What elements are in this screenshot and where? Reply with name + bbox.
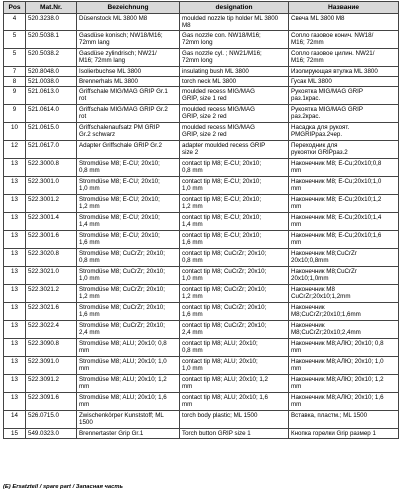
cell-designation: contact tip M8; CuCrZr; 20x10; 0,8 mm xyxy=(180,249,289,267)
table-row xyxy=(4,123,399,141)
table-row xyxy=(4,141,399,159)
table-row xyxy=(4,159,399,177)
cell-bezeichnung: Stromdüse M8; E-CU; 20x10; 1,2 mm xyxy=(77,195,180,213)
cell-pos: 13 xyxy=(4,303,26,321)
cell-bezeichnung: Stromdüse M8; E-CU; 20x10; 0,8 mm xyxy=(77,159,180,177)
cell-designation: contact tip M8; CuCrZr; 20x10; 2,4 mm xyxy=(180,321,289,339)
table-row xyxy=(4,375,399,393)
cell-bezeichnung: Stromdüse M8; CuCrZr; 20x10; 1,6 mm xyxy=(77,303,180,321)
cell-nazvanie: Гусак ML 3800 xyxy=(289,77,399,87)
cell-designation: torch neck ML 3800 xyxy=(180,77,289,87)
cell-pos: 13 xyxy=(4,321,26,339)
cell-nazvanie: Наконечник M8;CuCrZr 20x10;0,8mm xyxy=(289,249,399,267)
cell-matnr: 522.3021.0 xyxy=(26,267,77,285)
cell-bezeichnung: Stromdüse M8; E-CU; 20x10; 1,0 mm xyxy=(77,177,180,195)
cell-nazvanie: Наконечник M8;АЛЮ; 20x10; 1,0 mm xyxy=(289,357,399,375)
cell-matnr: 522.3021.2 xyxy=(26,285,77,303)
cell-pos: 13 xyxy=(4,231,26,249)
header-bezeichnung: Bezeichnung xyxy=(77,2,180,14)
cell-bezeichnung: Stromdüse M8; ALU; 20x10; 1,2 mm xyxy=(77,375,180,393)
cell-designation: contact tip M8; E-CU; 20x10; 1,4 mm xyxy=(180,213,289,231)
cell-bezeichnung: Gasdüse konisch; NW18/M16; 72mm lang xyxy=(77,31,180,49)
cell-pos: 9 xyxy=(4,87,26,105)
cell-bezeichnung: Griffschale MIG/MAG GRIP Gr.2 rot xyxy=(77,105,180,123)
table-row xyxy=(4,77,399,87)
cell-matnr: 522.3020.8 xyxy=(26,249,77,267)
cell-bezeichnung: Brennerhals ML 3800 xyxy=(77,77,180,87)
table-row xyxy=(4,339,399,357)
cell-bezeichnung: Zwischenkörper Kunststoff; ML 1500 xyxy=(77,411,180,429)
cell-pos: 13 xyxy=(4,339,26,357)
cell-pos: 12 xyxy=(4,141,26,159)
cell-designation: contact tip M8; ALU; 20x10; 1,2 mm xyxy=(180,375,289,393)
cell-nazvanie: Сопло газовое цилин. NW21/ M16; 72mm xyxy=(289,49,399,67)
cell-matnr: 522.3001.2 xyxy=(26,195,77,213)
table-row xyxy=(4,285,399,303)
cell-pos: 9 xyxy=(4,105,26,123)
cell-nazvanie: Наконечник M8;CuCrZr;20x10;1,6mm xyxy=(289,303,399,321)
cell-bezeichnung: Gasdüse zylindrisch; NW21/ M16; 72mm lang xyxy=(77,49,180,67)
cell-matnr: 522.3001.0 xyxy=(26,177,77,195)
cell-bezeichnung: Stromdüse M8; E-CU; 20x10; 1,4 mm xyxy=(77,213,180,231)
cell-nazvanie: Переходник для рукоятки GRIPраз.2 xyxy=(289,141,399,159)
cell-matnr: 522.3001.6 xyxy=(26,231,77,249)
cell-pos: 13 xyxy=(4,213,26,231)
cell-nazvanie: Наконечник M8; E-Cu;20x10;1,6 mm xyxy=(289,231,399,249)
cell-matnr: 522.3091.6 xyxy=(26,393,77,411)
header-nazvanie: Название xyxy=(289,2,399,14)
cell-designation: contact tip M8; E-CU; 20x10; 1,0 mm xyxy=(180,177,289,195)
cell-designation: contact tip M8; CuCrZr; 20x10; 1,6 mm xyxy=(180,303,289,321)
cell-nazvanie: Наконечник M8;CuCrZr;20x10;2,4mm xyxy=(289,321,399,339)
cell-designation: insulating bush ML 3800 xyxy=(180,67,289,77)
cell-pos: 14 xyxy=(4,411,26,429)
header-pos: Pos xyxy=(4,2,26,14)
cell-nazvanie: Изолирующая втулка ML 3800 xyxy=(289,67,399,77)
cell-designation: contact tip M8; ALU; 20x10; 0,8 mm xyxy=(180,339,289,357)
table-row xyxy=(4,249,399,267)
cell-matnr: 522.3091.2 xyxy=(26,375,77,393)
cell-designation: contact tip M8; CuCrZr; 20x10; 1,0 mm xyxy=(180,267,289,285)
cell-nazvanie: Наконечник M8; E-Cu;20x10;1,2 mm xyxy=(289,195,399,213)
table-row xyxy=(4,177,399,195)
table-row xyxy=(4,49,399,67)
header-designation: designation xyxy=(180,2,289,14)
table-row xyxy=(4,14,399,31)
cell-designation: contact tip M8; CuCrZr; 20x10; 1,2 mm xyxy=(180,285,289,303)
cell-pos: 7 xyxy=(4,67,26,77)
cell-matnr: 521.0617.0 xyxy=(26,141,77,159)
cell-bezeichnung: Griffschalenaufsatz PM GRIP Gr.2 schwarz xyxy=(77,123,180,141)
cell-nazvanie: Вставка, пластм.; ML 1500 xyxy=(289,411,399,429)
cell-matnr: 521.0614.0 xyxy=(26,105,77,123)
table-row xyxy=(4,87,399,105)
cell-bezeichnung: Stromdüse M8; E-CU; 20x10; 1,6 mm xyxy=(77,231,180,249)
cell-designation: contact tip M8; E-CU; 20x10; 1,2 mm xyxy=(180,195,289,213)
cell-matnr: 520.3238.0 xyxy=(26,14,77,31)
cell-designation: contact tip M8; ALU; 20x10; 1,6 mm xyxy=(180,393,289,411)
cell-bezeichnung: Stromdüse M8; CuCrZr; 20x10; 2,4 mm xyxy=(77,321,180,339)
header-matnr: Mat.Nr. xyxy=(26,2,77,14)
cell-matnr: 522.3091.0 xyxy=(26,357,77,375)
cell-nazvanie: Наконечник M8 CuCrZr;20x10;1,2mm xyxy=(289,285,399,303)
cell-pos: 13 xyxy=(4,177,26,195)
table-row xyxy=(4,195,399,213)
cell-bezeichnung: Stromdüse M8; CuCrZr; 20x10; 0,8 mm xyxy=(77,249,180,267)
cell-pos: 13 xyxy=(4,267,26,285)
cell-designation: moulded nozzle tip holder ML 3800 M8 xyxy=(180,14,289,31)
cell-matnr: 522.3090.8 xyxy=(26,339,77,357)
cell-pos: 13 xyxy=(4,285,26,303)
cell-pos: 15 xyxy=(4,429,26,439)
cell-matnr: 522.3000.8 xyxy=(26,159,77,177)
cell-nazvanie: Рукоятка MIG/MAG GRIP раз.1крас. xyxy=(289,87,399,105)
cell-matnr: 522.3001.4 xyxy=(26,213,77,231)
table-header-row xyxy=(4,2,399,14)
cell-designation: moulded recess MIG/MAG GRIP, size 2 red xyxy=(180,105,289,123)
table-row xyxy=(4,67,399,77)
cell-nazvanie: Наконечник M8;АЛЮ; 20x10; 1,2 mm xyxy=(289,375,399,393)
cell-matnr: 520.8048.0 xyxy=(26,67,77,77)
cell-pos: 13 xyxy=(4,375,26,393)
cell-nazvanie: Свеча ML 3800 M8 xyxy=(289,14,399,31)
table-row xyxy=(4,321,399,339)
cell-designation: moulded recess MIG/MAG GRIP, size 1 red xyxy=(180,87,289,105)
cell-matnr: 522.3022.4 xyxy=(26,321,77,339)
cell-nazvanie: Насадка для рукоят. PMGRIPраз.2чер. xyxy=(289,123,399,141)
cell-matnr: 520.5038.1 xyxy=(26,31,77,49)
cell-bezeichnung: Adapter Griffschale GRIP Gr.2 xyxy=(77,141,180,159)
cell-pos: 4 xyxy=(4,14,26,31)
cell-designation: Gas nozzle con. NW18/M16; 72mm long xyxy=(180,31,289,49)
cell-nazvanie: Наконечник M8;АЛЮ; 20x10; 0,8 mm xyxy=(289,339,399,357)
table-row xyxy=(4,213,399,231)
cell-pos: 5 xyxy=(4,49,26,67)
cell-bezeichnung: Stromdüse M8; ALU; 20x10; 1,6 mm xyxy=(77,393,180,411)
cell-nazvanie: Сопло газовое конич. NW18/ M16; 72mm xyxy=(289,31,399,49)
cell-bezeichnung: Griffschale MIG/MAG GRIP Gr.1 rot xyxy=(77,87,180,105)
table-row xyxy=(4,357,399,375)
cell-bezeichnung: Stromdüse M8; CuCrZr; 20x10; 1,0 mm xyxy=(77,267,180,285)
cell-pos: 8 xyxy=(4,77,26,87)
cell-designation: contact tip M8; E-CU; 20x10; 1,6 mm xyxy=(180,231,289,249)
cell-pos: 13 xyxy=(4,195,26,213)
table-row xyxy=(4,303,399,321)
cell-designation: Torch button GRIP size 1 xyxy=(180,429,289,439)
cell-designation: adapter moulded recess GRIP size 2 xyxy=(180,141,289,159)
cell-pos: 13 xyxy=(4,393,26,411)
cell-matnr: 549.0323.0 xyxy=(26,429,77,439)
table-body xyxy=(4,14,399,439)
cell-bezeichnung: Stromdüse M8; ALU; 20x10; 0,8 mm xyxy=(77,339,180,357)
cell-pos: 13 xyxy=(4,249,26,267)
cell-designation: Gas nozzle cyl. ; NW21/M16; 72mm long xyxy=(180,49,289,67)
cell-bezeichnung: Stromdüse M8; ALU; 20x10; 1,0 mm xyxy=(77,357,180,375)
cell-bezeichnung: Brennertaster Grip Gr.1 xyxy=(77,429,180,439)
cell-nazvanie: Кнопка горелки Grip размер 1 xyxy=(289,429,399,439)
table-row xyxy=(4,411,399,429)
cell-matnr: 526.0715.0 xyxy=(26,411,77,429)
cell-matnr: 522.3021.6 xyxy=(26,303,77,321)
table-row xyxy=(4,231,399,249)
cell-pos: 13 xyxy=(4,357,26,375)
cell-pos: 13 xyxy=(4,159,26,177)
cell-bezeichnung: Stromdüse M8; CuCrZr; 20x10; 1,2 mm xyxy=(77,285,180,303)
cell-matnr: 521.0613.0 xyxy=(26,87,77,105)
cell-nazvanie: Рукоятка MIG/MAG GRIP раз.2крас. xyxy=(289,105,399,123)
cell-pos: 10 xyxy=(4,123,26,141)
cell-designation: contact tip M8; ALU; 20x10; 1,0 mm xyxy=(180,357,289,375)
cell-nazvanie: Наконечник M8;АЛЮ; 20x10; 1,6 mm xyxy=(289,393,399,411)
footnote: (E) Ersatzteil / spare part / Запасная часть xyxy=(3,484,123,490)
cell-bezeichnung: Düsenstock ML 3800 M8 xyxy=(77,14,180,31)
cell-matnr: 521.0615.0 xyxy=(26,123,77,141)
cell-pos: 5 xyxy=(4,31,26,49)
table-row xyxy=(4,267,399,285)
cell-nazvanie: Наконечник M8; E-Cu;20x10;1,4 mm xyxy=(289,213,399,231)
cell-nazvanie: Наконечник M8; E-Cu;20x10;0,8 mm xyxy=(289,159,399,177)
cell-nazvanie: Наконечник M8; E-Cu;20x10;1,0 mm xyxy=(289,177,399,195)
table-row xyxy=(4,393,399,411)
cell-matnr: 521.0038.0 xyxy=(26,77,77,87)
table-row xyxy=(4,31,399,49)
cell-matnr: 520.5038.2 xyxy=(26,49,77,67)
cell-nazvanie: Наконечник M8;CuCrZr 20x10;1,0mm xyxy=(289,267,399,285)
table-row xyxy=(4,429,399,439)
cell-bezeichnung: Isolierbuchse ML 3800 xyxy=(77,67,180,77)
table-row xyxy=(4,105,399,123)
parts-table xyxy=(3,1,399,439)
cell-designation: contact tip M8; E-CU; 20x10; 0,8 mm xyxy=(180,159,289,177)
cell-designation: moulded recess MIG/MAG GRIP, size 2 red xyxy=(180,123,289,141)
cell-designation: torch body plastic; ML 1500 xyxy=(180,411,289,429)
